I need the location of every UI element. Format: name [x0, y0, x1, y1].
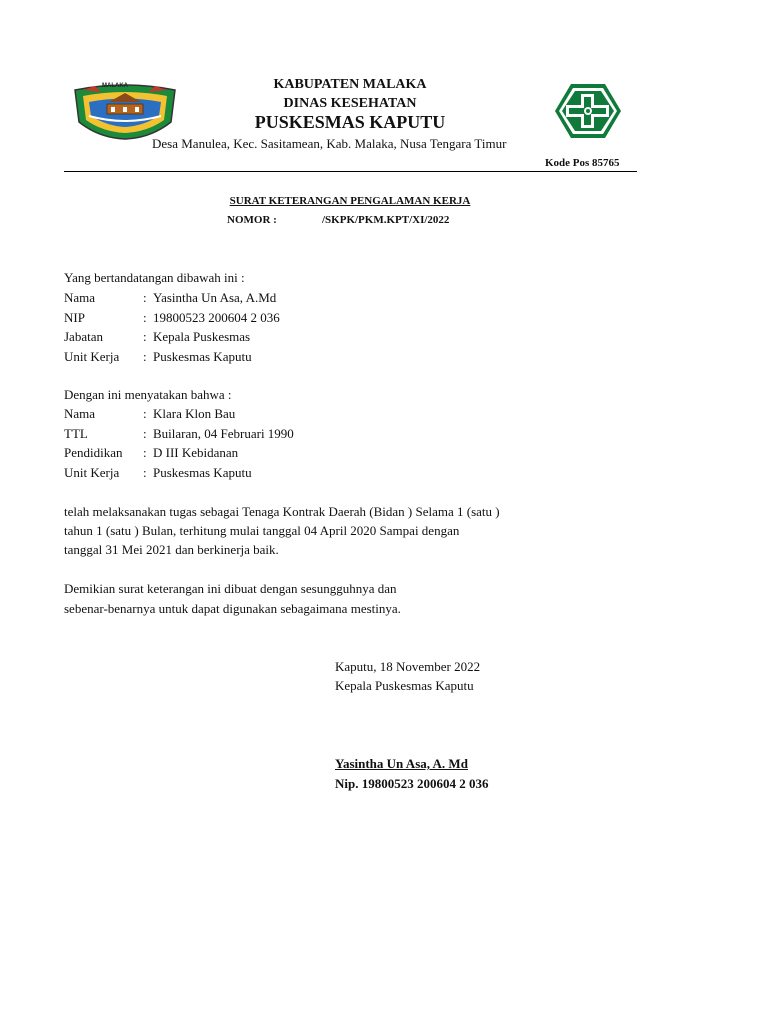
- subject-field-row: Unit Kerja : Puskesmas Kaputu: [64, 465, 252, 480]
- number-value: /SKPK/PKM.KPT/XI/2022: [322, 214, 450, 226]
- puskesmas-logo-icon: [554, 82, 622, 140]
- signer-position: Kepala Puskesmas Kaputu: [335, 678, 474, 693]
- body-paragraph-2-line-2: sebenar-benarnya untuk dapat digunakan sebagaimana mestinya.: [64, 601, 401, 616]
- field-label: TTL: [64, 426, 88, 441]
- signer-field-row: Nama : Yasintha Un Asa, A.Md: [64, 290, 277, 305]
- field-value: Yasintha Un Asa, A.Md: [153, 290, 277, 305]
- signer-nip: Nip. 19800523 200604 2 036: [335, 776, 489, 791]
- subject-field-row: Pendidikan : D III Kebidanan: [64, 445, 239, 460]
- document-title: SURAT KETERANGAN PENGALAMAN KERJA: [229, 195, 471, 207]
- body-paragraph-2-line-1: Demikian surat keterangan ini dibuat dengan sesungguhnya dan: [64, 581, 397, 596]
- office-name: DINAS KESEHATAN: [283, 96, 417, 111]
- postcode: Kode Pos 85765: [545, 157, 620, 169]
- address: Desa Manulea, Kec. Sasitamean, Kab. Malaka, Nusa Tengara Timur: [152, 136, 507, 151]
- number-label: NOMOR :: [227, 214, 277, 226]
- field-label: Nama: [64, 406, 96, 421]
- body-paragraph-1-line-3: tanggal 31 Mei 2021 dan berkinerja baik.: [64, 542, 279, 557]
- field-value: Puskesmas Kaputu: [153, 349, 252, 364]
- field-value: Kepala Puskesmas: [153, 329, 251, 344]
- field-value: Builaran, 04 Februari 1990: [153, 426, 294, 441]
- body-paragraph-1-line-1: telah melaksanakan tugas sebagai Tenaga Kontrak Daerah (Bidan ) Selama 1 (satu ): [64, 504, 500, 519]
- signer-field-row: Jabatan : Kepala Puskesmas: [64, 329, 251, 344]
- field-label: Jabatan: [64, 329, 103, 344]
- place-date: Kaputu, 18 November 2022: [335, 659, 481, 674]
- signer-field-row: NIP : 19800523 200604 2 036: [64, 310, 280, 325]
- malaka-crest-icon: [71, 82, 179, 140]
- field-label: Unit Kerja: [64, 465, 120, 480]
- signer-intro: Yang bertandatangan dibawah ini :: [64, 270, 245, 285]
- field-label: Unit Kerja: [64, 349, 120, 364]
- subject-field-row: TTL : Builaran, 04 Februari 1990: [64, 426, 294, 441]
- field-label: Nama: [64, 290, 96, 305]
- crest-text: MALAKA: [102, 83, 128, 89]
- field-value: Klara Klon Bau: [153, 406, 236, 421]
- field-value: 19800523 200604 2 036: [153, 310, 280, 325]
- field-label: Pendidikan: [64, 445, 123, 460]
- field-value: Puskesmas Kaputu: [153, 465, 252, 480]
- signer-name: Yasintha Un Asa, A. Md: [335, 756, 468, 771]
- subject-intro: Dengan ini menyatakan bahwa :: [64, 387, 232, 402]
- puskesmas-name: PUSKESMAS KAPUTU: [254, 112, 446, 132]
- subject-field-row: Nama : Klara Klon Bau: [64, 406, 236, 421]
- header-divider: [64, 171, 637, 172]
- regency-name: KABUPATEN MALAKA: [273, 77, 427, 92]
- body-paragraph-1-line-2: tahun 1 (satu ) Bulan, terhitung mulai tanggal 04 April 2020 Sampai dengan: [64, 523, 460, 538]
- signer-field-row: Unit Kerja : Puskesmas Kaputu: [64, 349, 252, 364]
- field-label: NIP: [64, 310, 85, 325]
- field-value: D III Kebidanan: [153, 445, 239, 460]
